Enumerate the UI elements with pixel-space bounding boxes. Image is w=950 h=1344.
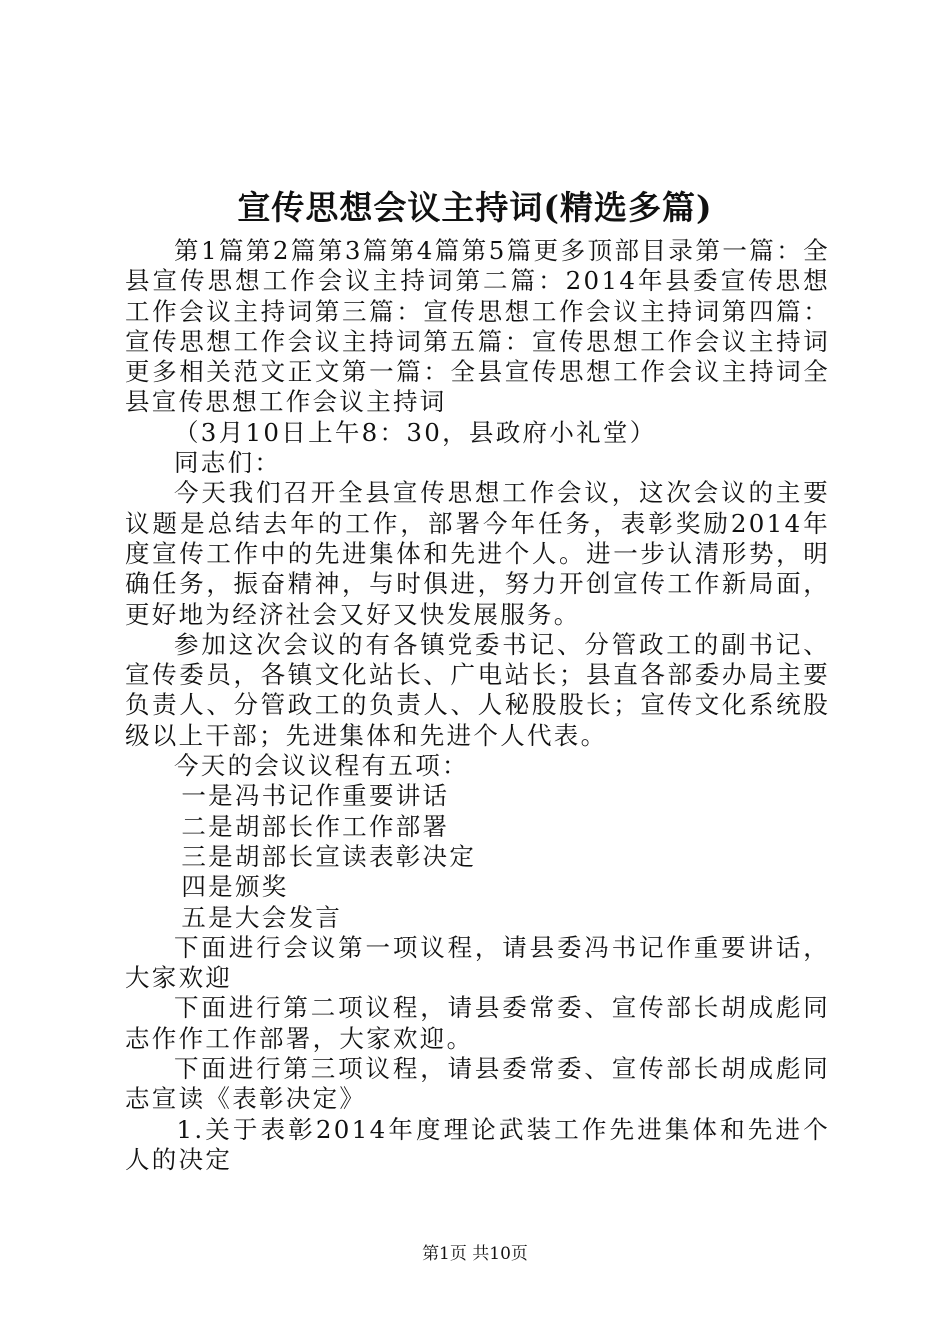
page-title: 宣传思想会议主持词(精选多篇): [237, 188, 713, 227]
paragraph-greeting: 同志们：: [174, 448, 282, 478]
paragraph-toc: 第1篇第2篇第3篇第4篇第5篇更多顶部目录第一篇：全县宣传思想工作会议主持词第二篇：2014年县委宣传思想工作会议主持词第三篇：宣传思想工作会议主持词第四篇：宣传思想工作会议主持词第五篇：宣传思想工作会议主持词更多相关范文正文第一篇：全县宣传思想工作会议主持词全县宣传思想工作会议主持词: [125, 236, 830, 417]
numbered-item: 1.关于表彰2014年度理论武装工作先进集体和先进个人的决定: [125, 1114, 830, 1174]
agenda-item: 三是胡部长宣读表彰决定: [181, 841, 477, 871]
document-body: [125, 236, 830, 1175]
paragraph-agenda-step-3: 下面进行第三项议程，请县委常委、宣传部长胡成彪同志宣读《表彰决定》: [125, 1054, 830, 1114]
paragraph-meeting-time: （3月10日上午8：30，县政府小礼堂）: [174, 417, 657, 447]
paragraph-intro: 今天我们召开全县宣传思想工作会议，这次会议的主要议题是总结去年的工作，部署今年任务，表彰奖励2014年度宣传工作中的先进集体和先进个人。进一步认清形势，明确任务，振奋精神，与时俱进，努力开创宣传工作新局面，更好地为经济社会又好又快发展服务。: [125, 478, 830, 629]
agenda-item: 二是胡部长作工作部署: [181, 811, 450, 841]
agenda-item: 五是大会发言: [181, 902, 343, 932]
paragraph-agenda-step-1: 下面进行会议第一项议程，请县委冯书记作重要讲话，大家欢迎: [125, 932, 830, 993]
paragraph-agenda-step-2: 下面进行第二项议程，请县委常委、宣传部长胡成彪同志作作工作部署，大家欢迎。: [125, 993, 830, 1053]
agenda-item: 一是冯书记作重要讲话: [181, 781, 450, 811]
paragraph-attendees: 参加这次会议的有各镇党委书记、分管政工的副书记、宣传委员，各镇文化站长、广电站长；县直各部委办局主要负责人、分管政工的负责人、人秘股股长；宣传文化系统股级以上干部；先进集体和先进个人代表。: [125, 629, 830, 750]
paragraph-agenda-heading: 今天的会议议程有五项：: [174, 751, 469, 781]
agenda-item: 四是颁奖: [181, 872, 289, 902]
page-footer: 第1页 共10页: [422, 1244, 528, 1264]
